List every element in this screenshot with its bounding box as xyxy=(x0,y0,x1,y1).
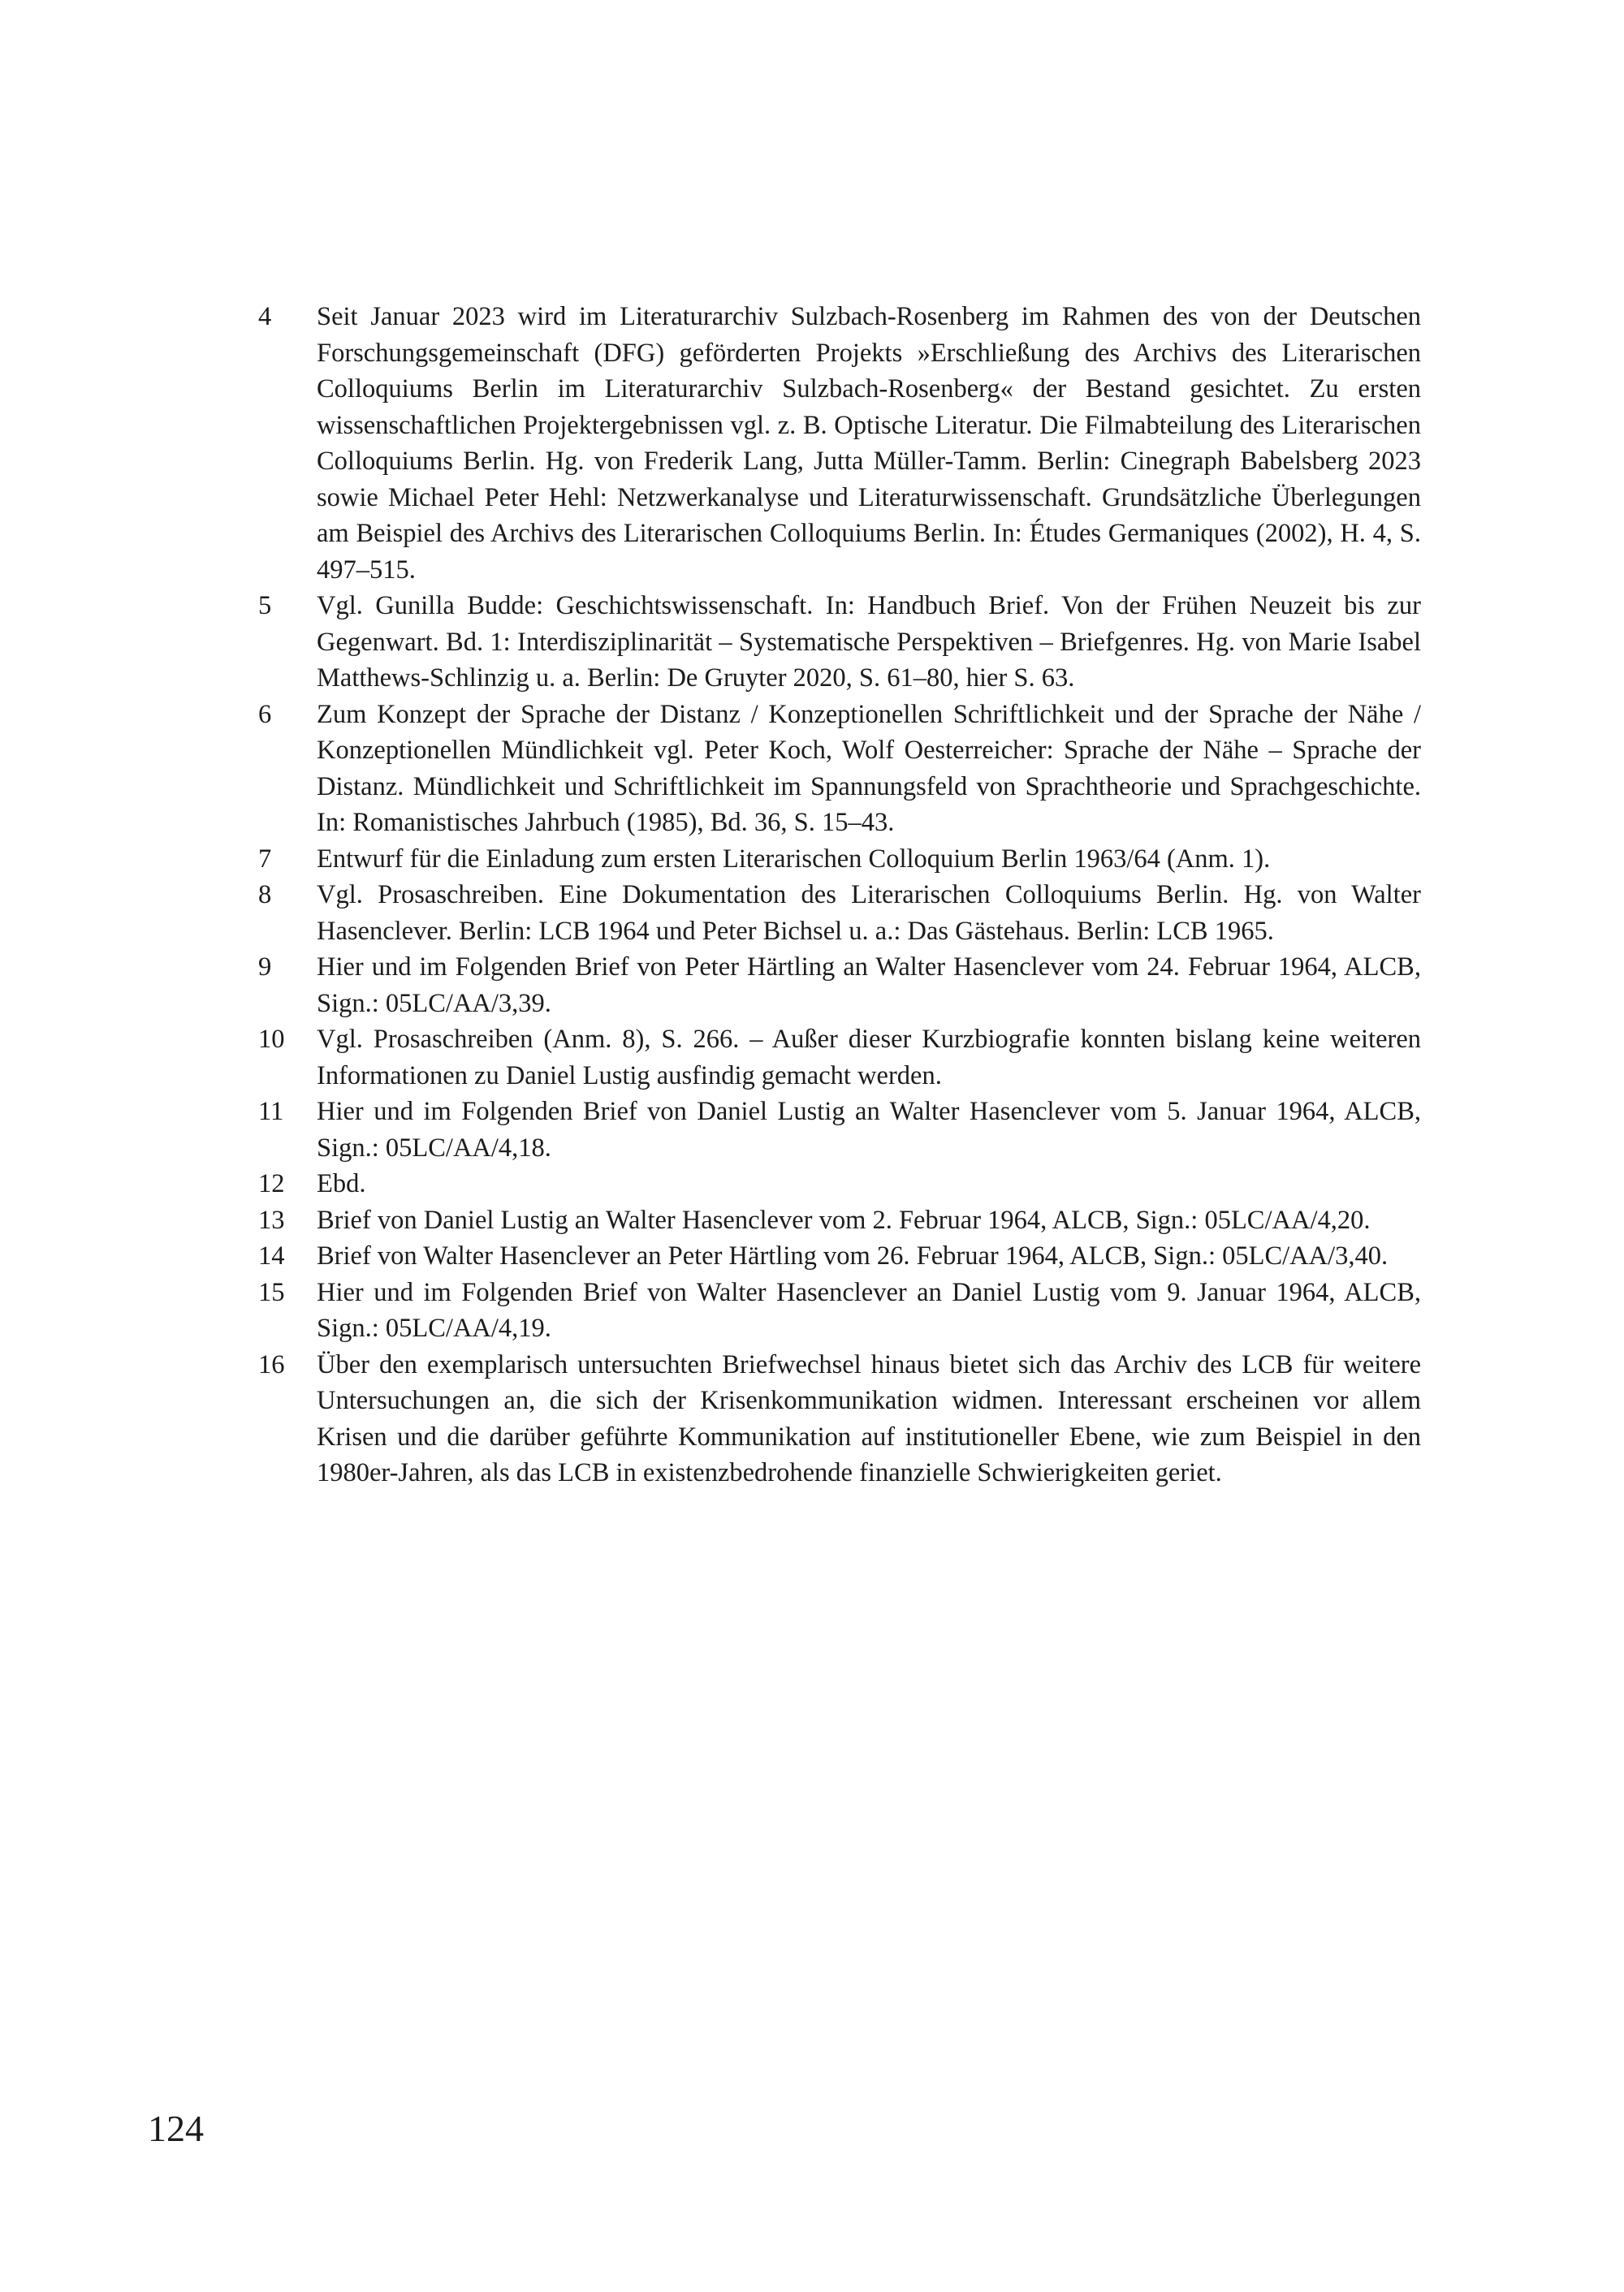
footnote-text: Vgl. Gunilla Budde: Geschichtswissenschaft. In: Handbuch Brief. Von der Frühen Neuzeit bis zur Gegenwart. Bd. 1: Interdisziplinarität – Systematische Perspektiven – Briefgenres. Hg. von Marie Isabel Matthews-Schlinzig u. a. Berlin: De Gruyter 2020, S. 61–80, hier S. 63. xyxy=(317,591,1421,693)
footnote-number: 16 xyxy=(258,1349,285,1379)
footnote-8 xyxy=(258,877,1421,949)
footnote-4 xyxy=(258,299,1421,588)
footnote-text: Vgl. Prosaschreiben. Eine Dokumentation des Literarischen Colloquiums Berlin. Hg. von Walter Hasenclever. Berlin: LCB 1964 und Peter Bichsel u. a.: Das Gästehaus. Berlin: LCB 1965. xyxy=(317,880,1421,946)
footnote-text: Hier und im Folgenden Brief von Daniel Lustig an Walter Hasenclever vom 5. Januar 1964, ALCB, Sign.: 05LC/AA/4,18. xyxy=(317,1097,1421,1163)
footnote-16 xyxy=(258,1347,1421,1491)
footnote-13 xyxy=(258,1202,1421,1239)
footnote-14 xyxy=(258,1238,1421,1275)
footnote-text: Brief von Walter Hasenclever an Peter Härtling vom 26. Februar 1964, ALCB, Sign.: 05LC/AA/3,40. xyxy=(317,1241,1389,1271)
footnotes-section xyxy=(258,299,1421,1491)
footnote-number: 8 xyxy=(258,880,272,909)
footnote-text: Über den exemplarisch untersuchten Briefwechsel hinaus bietet sich das Archiv des LCB für weitere Untersuchungen an, die sich der Krisenkommunikation widmen. Interessant erscheinen vor allem Krisen und die darüber geführte Kommunikation auf institutioneller Ebene, wie zum Beispiel in den 1980er-Jahren, als das LCB in existenzbedrohende finanzielle Schwierigkeiten geriet. xyxy=(317,1349,1421,1487)
footnote-text: Hier und im Folgenden Brief von Walter Hasenclever an Daniel Lustig vom 9. Januar 1964, ALCB, Sign.: 05LC/AA/4,19. xyxy=(317,1277,1421,1343)
footnote-text: Brief von Daniel Lustig an Walter Hasenclever vom 2. Februar 1964, ALCB, Sign.: 05LC/AA/4,20. xyxy=(317,1205,1371,1235)
footnote-7 xyxy=(258,841,1421,878)
footnote-text: Zum Konzept der Sprache der Distanz / Konzeptionellen Schriftlichkeit und der Sprache der Nähe / Konzeptionellen Mündlichkeit vgl. Peter Koch, Wolf Oesterreicher: Sprache der Nähe – Sprache der Distanz. Mündlichkeit und Schriftlichkeit im Spannungsfeld von Sprachtheorie und Sprachgeschichte. In: Romanistisches Jahrbuch (1985), Bd. 36, S. 15–43. xyxy=(317,699,1421,837)
footnote-number: 11 xyxy=(258,1097,284,1126)
footnote-number: 6 xyxy=(258,699,272,729)
footnote-number: 9 xyxy=(258,952,272,982)
footnote-number: 15 xyxy=(258,1277,285,1307)
footnote-text: Ebd. xyxy=(317,1169,366,1198)
footnote-text: Entwurf für die Einladung zum ersten Literarischen Colloquium Berlin 1963/64 (Anm. 1). xyxy=(317,844,1271,874)
footnote-9 xyxy=(258,949,1421,1021)
footnote-12 xyxy=(258,1166,1421,1202)
footnote-5 xyxy=(258,588,1421,697)
page-number: 124 xyxy=(148,2108,204,2149)
footnote-number: 14 xyxy=(258,1241,285,1271)
footnote-number: 4 xyxy=(258,302,272,331)
footnote-10 xyxy=(258,1021,1421,1094)
footnote-number: 10 xyxy=(258,1025,285,1054)
footnote-6 xyxy=(258,697,1421,841)
footnote-15 xyxy=(258,1275,1421,1347)
footnote-number: 5 xyxy=(258,591,272,620)
footnote-number: 7 xyxy=(258,844,272,874)
footnote-number: 13 xyxy=(258,1205,285,1235)
footnote-text: Vgl. Prosaschreiben (Anm. 8), S. 266. – Außer dieser Kurzbiografie konnten bislang keine weiteren Informationen zu Daniel Lustig ausfindig gemacht werden. xyxy=(317,1025,1421,1090)
footnote-text: Seit Januar 2023 wird im Literaturarchiv Sulzbach-Rosenberg im Rahmen des von der Deutschen Forschungsgemeinschaft (DFG) geförderten Projekts »Erschließung des Archivs des Literarischen Colloquiums Berlin im Literaturarchiv Sulzbach-Rosenberg« der Bestand gesichtet. Zu ersten wissenschaftlichen Projektergebnissen vgl. z. B. Optische Literatur. Die Filmabteilung des Literarischen Colloquiums Berlin. Hg. von Frederik Lang, Jutta Müller-Tamm. Berlin: Cinegraph Babelsberg 2023 sowie Michael Peter Hehl: Netzwerkanalyse und Literaturwissenschaft. Grundsätzliche Überlegungen am Beispiel des Archivs des Literarischen Colloquiums Berlin. In: Études Germaniques (2002), H. 4, S. 497–515. xyxy=(317,302,1421,585)
footnote-11 xyxy=(258,1094,1421,1166)
footnote-text: Hier und im Folgenden Brief von Peter Härtling an Walter Hasenclever vom 24. Februar 1964, ALCB, Sign.: 05LC/AA/3,39. xyxy=(317,952,1421,1018)
footnote-number: 12 xyxy=(258,1169,285,1198)
